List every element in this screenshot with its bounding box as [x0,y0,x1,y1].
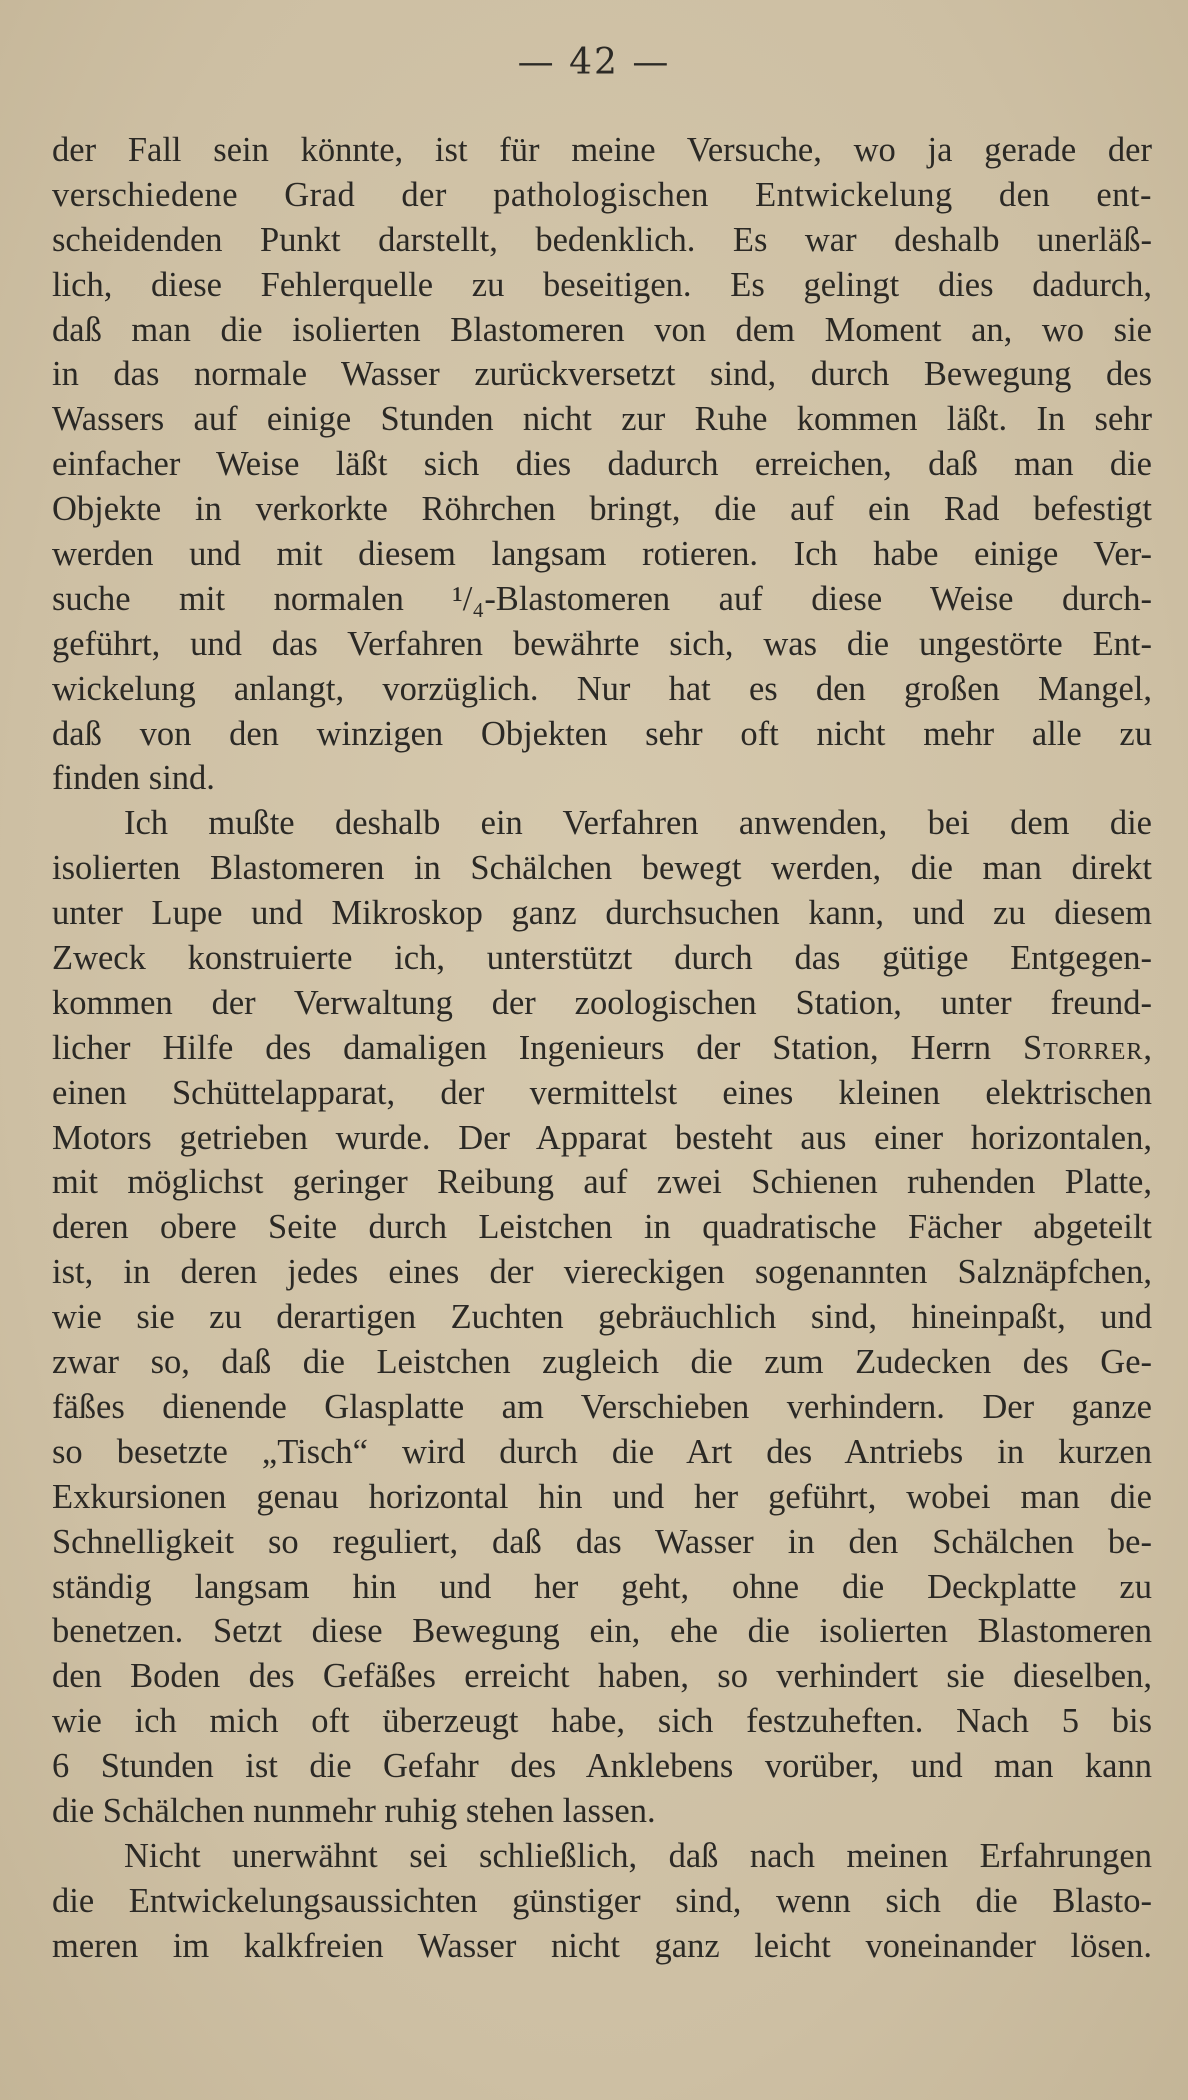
text-line: meren im kalkfreien Wasser nicht ganz leicht voneinander lösen. [52,1926,1152,1965]
text-line: einfacher Weise läßt sich dies dadurch erreichen, daß man die [52,445,1152,484]
page-number: — 42 — [517,42,671,83]
text-line: Schnelligkeit so reguliert, daß das Wasser in den Schälchen be- [52,1522,1152,1561]
text-line: den Boden des Gefäßes erreicht haben, so verhindert sie dieselben, [52,1657,1152,1696]
text-line: fäßes dienende Glasplatte am Verschieben verhindern. Der ganze [52,1387,1152,1426]
text-line: geführt, und das Verfahren bewährte sich, was die ungestörte Ent- [52,624,1152,663]
text-line: in das normale Wasser zurückversetzt sind, durch Bewegung des [52,355,1152,394]
text-line: Zweck konstruierte ich, unterstützt durch das gütige Entgegen- [52,939,1152,978]
text-line: ständig langsam hin und her geht, ohne die Deckplatte zu [52,1567,1152,1606]
text-line: wickelung anlangt, vorzüglich. Nur hat es den großen Mangel, [52,669,1152,708]
text-line: unter Lupe und Mikroskop ganz durchsuchen kann, und zu diesem [52,894,1152,933]
paragraph-2 [52,801,1152,1833]
text-line: 6 Stunden ist die Gefahr des Anklebens vorüber, und man kann [52,1747,1152,1786]
text-line: deren obere Seite durch Leistchen in quadratische Fächer abgeteilt [52,1208,1152,1247]
text-line: die Schälchen nunmehr ruhig stehen lassen. [52,1791,656,1830]
text-line: Exkursionen genau horizontal hin und her geführt, wobei man die [52,1477,1152,1516]
text-line: wie sie zu derartigen Zuchten gebräuchlich sind, hineinpaßt, und [52,1298,1152,1337]
text-line-with-name [52,1026,1152,1071]
text-line: zwar so, daß die Leistchen zugleich die zum Zudecken des Ge- [52,1343,1152,1382]
text-line: lich, diese Fehlerquelle zu beseitigen. Es gelingt dies dadurch, [52,265,1152,304]
text-line: Nicht unerwähnt sei schließlich, daß nach meinen Erfahrungen [124,1836,1152,1875]
name-suffix: , [1143,1028,1152,1067]
text-line: Ich mußte deshalb ein Verfahren anwenden, bei dem die [124,804,1152,843]
text-line: finden sind. [52,759,215,798]
text-line: Wassers auf einige Stunden nicht zur Ruhe kommen läßt. In sehr [52,400,1152,439]
person-name-small-caps: Storrer [1022,1028,1144,1067]
text-line: Motors getrieben wurde. Der Apparat besteht aus einer horizontalen, [52,1118,1152,1157]
text-line: die Entwickelungsaussichten günstiger sind, wenn sich die Blasto- [52,1881,1152,1920]
paragraph-1 [52,128,1152,801]
paragraph-3 [52,1834,1152,1969]
text-line: daß von den winzigen Objekten sehr oft nicht mehr alle zu [52,714,1152,753]
text-line: daß man die isolierten Blastomeren von dem Moment an, wo sie [52,310,1152,349]
body-text [52,128,1152,1969]
text-line: verschiedene Grad der pathologischen Entwickelung den ent- [52,175,1152,214]
text-line-segment: licher Hilfe des damaligen Ingenieurs der Station, Herrn [52,1028,992,1067]
text-line: Objekte in verkorkte Röhrchen bringt, die auf ein Rad befestigt [52,490,1152,529]
text-line: kommen der Verwaltung der zoologischen Station, unter freund- [52,983,1152,1022]
text-line: werden und mit diesem langsam rotieren. Ich habe einige Ver- [52,535,1152,574]
text-line: suche mit normalen ¹/₄-Blastomeren auf diese Weise durch- [52,579,1152,618]
text-line: der Fall sein könnte, ist für meine Versuche, wo ja gerade der [52,131,1152,169]
text-line: isolierten Blastomeren in Schälchen bewegt werden, die man direkt [52,849,1152,888]
text-line: scheidenden Punkt darstellt, bedenklich. Es war deshalb unerläß- [52,220,1152,259]
text-line: einen Schüttelapparat, der vermittelst eines kleinen elektrischen [52,1073,1152,1112]
text-line: benetzen. Setzt diese Bewegung ein, ehe die isolierten Blastomeren [52,1612,1152,1651]
text-line: so besetzte „Tisch“ wird durch die Art des Antriebs in kurzen [52,1432,1152,1471]
text-line: ist, in deren jedes eines der viereckigen sogenannten Salznäpfchen, [52,1253,1152,1292]
text-line: mit möglichst geringer Reibung auf zwei Schienen ruhenden Platte, [52,1163,1152,1202]
text-line: wie ich mich oft überzeugt habe, sich festzuheften. Nach 5 bis [52,1702,1152,1741]
